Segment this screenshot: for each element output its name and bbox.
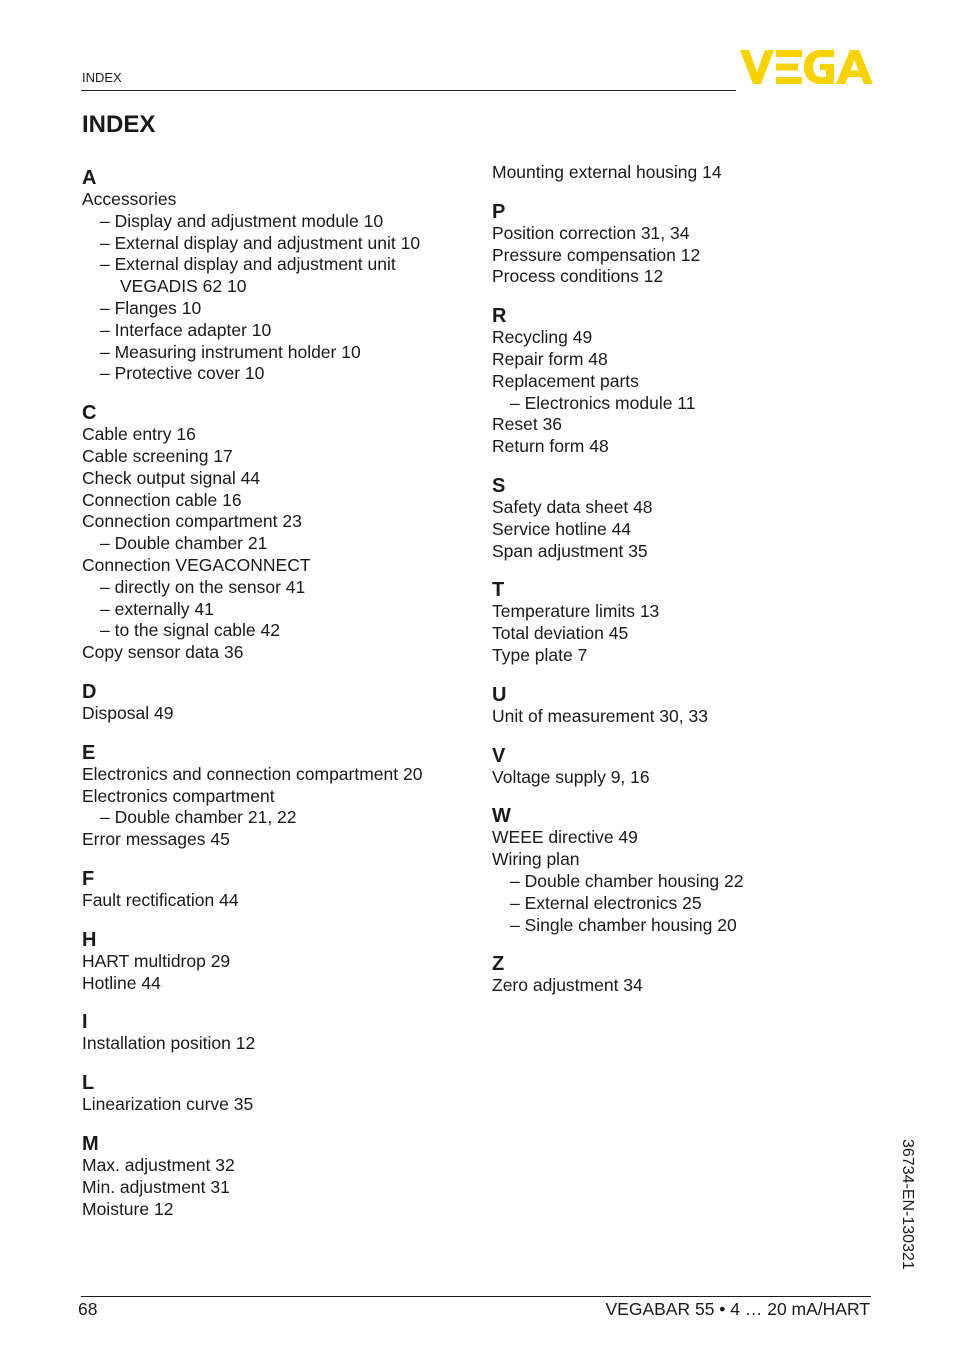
header-rule: [81, 90, 736, 91]
index-section-w: [492, 805, 872, 936]
index-entry: Service hotline 44: [492, 518, 632, 539]
index-column-right: [492, 162, 872, 997]
index-section-s: [492, 475, 872, 562]
section-letter: T: [492, 579, 505, 602]
index-entry: Voltage supply 9, 16: [492, 766, 650, 787]
index-entry: HART multidrop 29: [82, 950, 231, 971]
index-section-a: [82, 167, 462, 385]
index-subentry: – Protective cover 10: [100, 363, 265, 384]
index-subentry: – Double chamber 21: [100, 533, 268, 554]
index-entry: Electronics and connection compartment 20: [82, 763, 423, 784]
index-section-m: [82, 1133, 462, 1220]
index-subentry: – External display and adjustment unit 10: [100, 232, 421, 253]
index-section-r: [492, 305, 872, 458]
index-subentry: – externally 41: [100, 598, 214, 619]
index-subentry: – Single chamber housing 20: [510, 914, 737, 935]
index-entry: Zero adjustment 34: [492, 975, 643, 996]
index-entry: WEEE directive 49: [492, 827, 638, 848]
index-section-u: [492, 684, 872, 728]
index-carryover-entry: Mounting external housing 14: [492, 162, 722, 182]
section-letter: F: [82, 867, 95, 890]
footer-rule: [81, 1296, 871, 1297]
index-section-z: [492, 953, 872, 997]
index-subentry: VEGADIS 62 10: [120, 276, 247, 297]
section-letter: Z: [492, 953, 505, 976]
section-letter: D: [82, 680, 97, 703]
index-entry: Connection cable 16: [82, 489, 242, 510]
vega-logo: [740, 50, 873, 84]
index-entry: Fault rectification 44: [82, 889, 239, 910]
product-name: VEGABAR 55 • 4 … 20 mA/HART: [605, 1299, 870, 1319]
index-entry: Hotline 44: [82, 972, 161, 993]
section-letter: P: [492, 200, 506, 223]
index-subentry: – Flanges 10: [100, 297, 202, 318]
index-entry: Type plate 7: [492, 644, 588, 665]
index-section-d: [82, 681, 462, 725]
section-letter: C: [82, 402, 97, 425]
index-entry: Cable screening 17: [82, 445, 233, 466]
index-subentry: – Display and adjustment module 10: [100, 210, 384, 231]
page-number: 68: [78, 1299, 98, 1319]
index-entry: Accessories: [82, 189, 177, 209]
index-section-t: [492, 579, 872, 666]
index-section-l: [82, 1072, 462, 1116]
index-subentry: – External display and adjustment unit: [100, 254, 396, 275]
index-entry: Span adjustment 35: [492, 540, 648, 561]
index-section-i: [82, 1011, 462, 1055]
page-title: INDEX: [82, 111, 156, 138]
index-section-e: [82, 742, 462, 851]
index-entry: Copy sensor data 36: [82, 642, 244, 663]
index-entry: Reset 36: [492, 414, 563, 435]
index-entry: Position correction 31, 34: [492, 222, 690, 243]
index-column-left: [82, 162, 462, 1220]
index-entry: Connection VEGACONNECT: [82, 554, 311, 575]
index-entry: Disposal 49: [82, 702, 174, 723]
index-entry: Unit of measurement 30, 33: [492, 705, 708, 726]
section-letter: A: [82, 167, 97, 189]
section-letter: H: [82, 928, 97, 951]
index-entry: Connection compartment 23: [82, 511, 302, 532]
index-subentry: – Double chamber housing 22: [510, 870, 744, 891]
section-letter: W: [492, 805, 511, 828]
section-letter: U: [492, 683, 507, 706]
index-entry: Min. adjustment 31: [82, 1176, 230, 1197]
index-entry: Repair form 48: [492, 348, 608, 369]
index-entry: Wiring plan: [492, 849, 580, 870]
index-subentry: – Interface adapter 10: [100, 319, 272, 340]
section-letter: I: [82, 1011, 88, 1034]
index-subentry: – directly on the sensor 41: [100, 576, 306, 597]
index-section-v: [492, 745, 872, 789]
index-entry: Process conditions 12: [492, 266, 664, 287]
section-letter: V: [492, 744, 506, 767]
index-entry: Max. adjustment 32: [82, 1154, 235, 1175]
index-entry: Check output signal 44: [82, 467, 261, 488]
index-entry: Installation position 12: [82, 1033, 256, 1054]
index-section-f: [82, 868, 462, 912]
index-entry: Return form 48: [492, 436, 609, 457]
index-entry: Replacement parts: [492, 370, 639, 391]
index-subentry: – Double chamber 21, 22: [100, 807, 297, 828]
section-letter: E: [82, 741, 96, 764]
section-letter: S: [492, 474, 506, 497]
section-letter: M: [82, 1132, 99, 1155]
index-entry: Temperature limits 13: [492, 601, 660, 622]
section-letter: R: [492, 305, 507, 328]
index-entry: Total deviation 45: [492, 623, 629, 644]
index-entry: Linearization curve 35: [82, 1094, 254, 1115]
index-section-p: [492, 201, 872, 288]
index-entry: Electronics compartment: [82, 785, 275, 806]
index-subentry: – Electronics module 11: [510, 392, 696, 413]
index-entry: Cable entry 16: [82, 424, 196, 445]
running-head: INDEX: [82, 70, 122, 85]
index-entry: Safety data sheet 48: [492, 496, 653, 517]
index-section-c: [82, 402, 462, 664]
index-subentry: – External electronics 25: [510, 892, 702, 913]
section-letter: L: [82, 1072, 95, 1095]
index-section-h: [82, 929, 462, 995]
document-code: 36734-EN-130321: [899, 1139, 916, 1270]
index-entry: Recycling 49: [492, 327, 593, 348]
index-entry: Error messages 45: [82, 829, 230, 850]
index-subentry: – Measuring instrument holder 10: [100, 341, 361, 362]
index-entry: Pressure compensation 12: [492, 244, 701, 265]
index-subentry: – to the signal cable 42: [100, 620, 280, 641]
index-entry: Moisture 12: [82, 1198, 174, 1219]
